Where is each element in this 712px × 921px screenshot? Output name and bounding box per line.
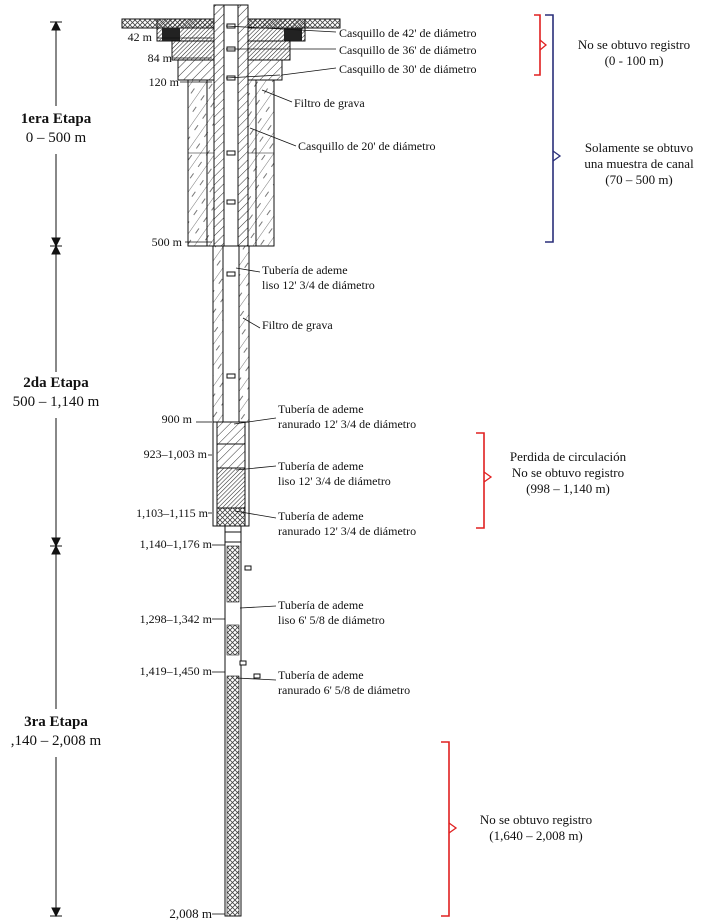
bracket-no-record-top: [534, 15, 540, 75]
stage-3: [0, 713, 112, 751]
label-smooth-12a-line1: Tubería de ademe: [262, 263, 348, 277]
depth-42: 42 m: [127, 30, 152, 44]
note-circulation-loss-line3: (998 – 1,140 m): [526, 481, 610, 496]
note-no-record-bottom-line2: (1,640 – 2,008 m): [489, 828, 583, 843]
liner-6: [225, 526, 241, 916]
label-gravel-filter-2: Filtro de grava: [262, 318, 333, 332]
note-circulation-loss: [488, 449, 648, 497]
label-slotted-12b-line1: Tubería de ademe: [278, 509, 364, 523]
stage-3-title: 3ra Etapa: [24, 714, 88, 730]
label-casing-36: Casquillo de 36' de diámetro: [339, 43, 477, 57]
stage-3-range: ,140 – 2,008 m: [10, 733, 102, 749]
stage-1-range: 0 – 500 m: [25, 130, 87, 146]
bracket-channel-sample: [545, 15, 553, 242]
depth-120: 120 m: [148, 75, 179, 89]
label-slotted-6-line2: ranurado 6' 5/8 de diámetro: [278, 683, 411, 697]
depth-1140: 1,140–1,176 m: [139, 537, 212, 551]
label-smooth-12b-line2: liso 12' 3/4 de diámetro: [278, 474, 391, 488]
stage-1: [0, 110, 112, 148]
stage-axis: [50, 22, 62, 916]
bracket-circulation-loss: [476, 433, 484, 528]
stage-2-title: 2da Etapa: [23, 375, 89, 391]
note-channel-sample-line1: Solamente se obtuvo: [584, 140, 694, 155]
label-casing-30: Casquillo de 30' de diámetro: [339, 62, 477, 76]
note-circulation-loss-line2: No se obtuvo registro: [511, 465, 625, 480]
label-slotted-12a-line2: ranurado 12' 3/4 de diámetro: [278, 417, 417, 431]
label-slotted-6-line1: Tubería de ademe: [278, 668, 364, 682]
label-smooth-12a-line2: liso 12' 3/4 de diámetro: [262, 278, 375, 292]
label-slotted-12a-line1: Tubería de ademe: [278, 402, 364, 416]
depth-1103: 1,103–1,115 m: [136, 506, 208, 520]
note-no-record-top-line1: No se obtuvo registro: [577, 37, 691, 52]
depth-1298: 1,298–1,342 m: [139, 612, 212, 626]
label-smooth-12b-line1: Tubería de ademe: [278, 459, 364, 473]
note-no-record-top-line2: (0 - 100 m): [604, 53, 664, 68]
note-channel-sample-line2: una muestra de canal: [584, 156, 694, 171]
note-no-record-bottom-line1: No se obtuvo registro: [479, 812, 593, 827]
label-casing-20: Casquillo de 20' de diámetro: [298, 139, 436, 153]
depth-84: 84 m: [147, 51, 172, 65]
inner-string-top: [214, 5, 248, 246]
depth-923: 923–1,003 m: [143, 447, 207, 461]
label-gravel-filter-1: Filtro de grava: [294, 96, 365, 110]
label-slotted-12b-line2: ranurado 12' 3/4 de diámetro: [278, 524, 417, 538]
label-casing-42: Casquillo de 42' de diámetro: [339, 26, 477, 40]
stage-1-title: 1era Etapa: [20, 111, 92, 127]
depth-1419: 1,419–1,450 m: [139, 664, 212, 678]
depth-500: 500 m: [151, 235, 182, 249]
note-channel-sample: [566, 140, 712, 188]
stage-2-range: 500 – 1,140 m: [12, 394, 100, 410]
note-no-record-bottom: [456, 812, 616, 844]
label-smooth-6-line1: Tubería de ademe: [278, 598, 364, 612]
bracket-no-record-bottom: [441, 742, 449, 916]
label-smooth-6-line2: liso 6' 5/8 de diámetro: [278, 613, 385, 627]
liner-12: [213, 246, 249, 526]
note-channel-sample-line3: (70 – 500 m): [605, 172, 673, 187]
note-no-record-top: [556, 37, 712, 69]
note-circulation-loss-line1: Perdida de circulación: [509, 449, 627, 464]
stage-2: [0, 374, 112, 412]
depth-2008: 2,008 m: [169, 906, 212, 921]
depth-900: 900 m: [161, 412, 192, 426]
